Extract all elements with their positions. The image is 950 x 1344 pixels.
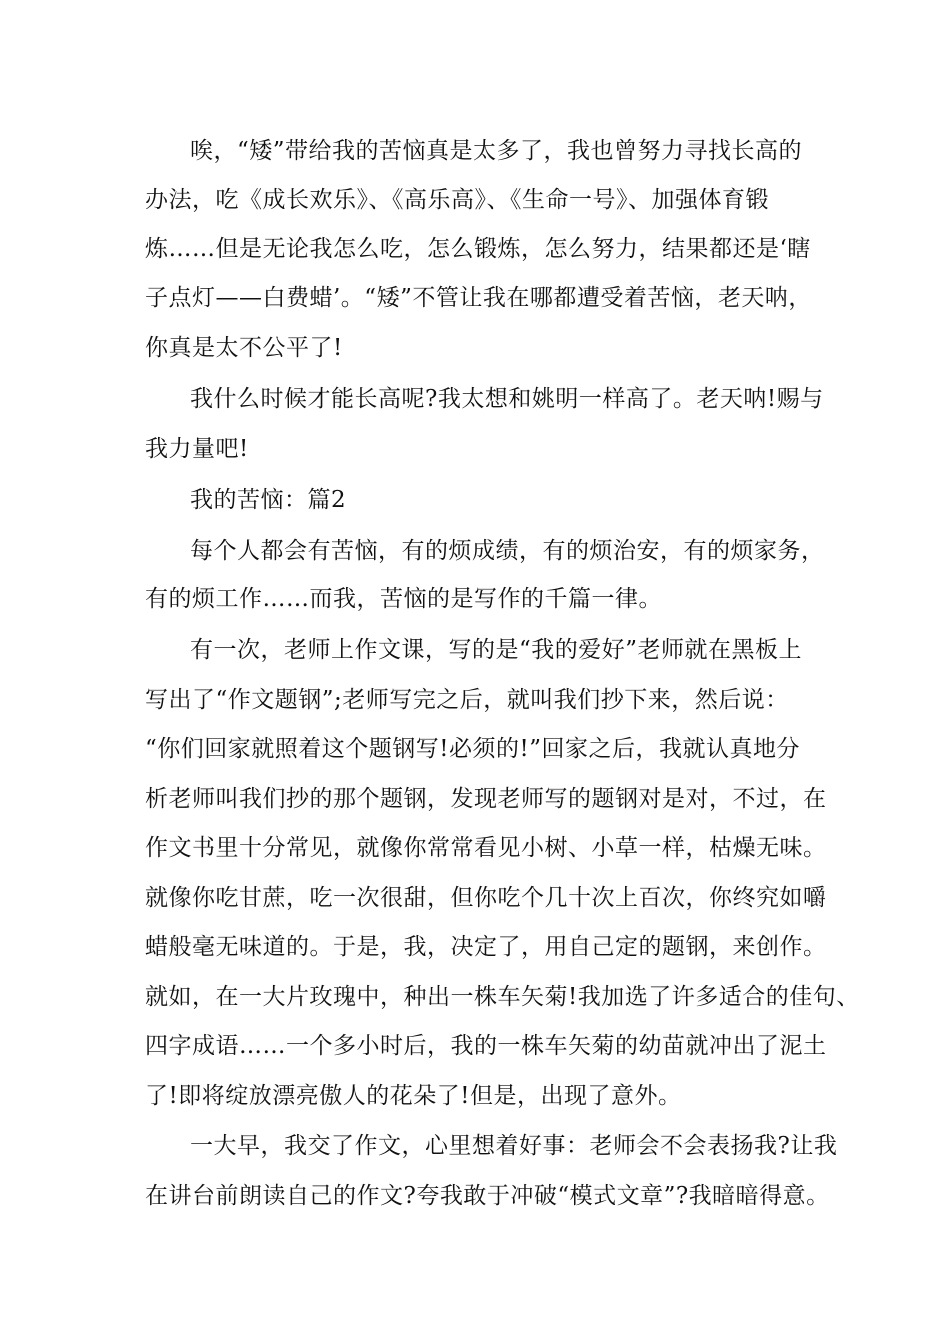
- text-line: 作文书里十分常见，就像你常常看见小树、小草一样，枯燥无味。: [145, 835, 827, 861]
- text-line: 就像你吃甘蔗，吃一次很甜，但你吃个几十次上百次，你终究如嚼: [145, 885, 827, 911]
- text-line: 了!即将绽放漂亮傲人的花朵了!但是，出现了意外。: [145, 1083, 682, 1109]
- text-line: 办法，吃《成长欢乐》、《高乐高》、《生命一号》、加强体育锻: [145, 187, 769, 213]
- section-heading: 我的苦恼：篇2: [190, 487, 347, 513]
- text-line: 唉，“矮”带给我的苦恼真是太多了，我也曾努力寻找长高的: [190, 138, 803, 164]
- text-line: 每个人都会有苦恼，有的烦成绩，有的烦治安，有的烦家务，: [190, 538, 825, 564]
- text-line: 在讲台前朗读自己的作文?夸我敢于冲破“模式文章”?我暗暗得意。: [145, 1183, 830, 1209]
- text-line: 有的烦工作……而我，苦恼的是写作的千篇一律。: [145, 586, 662, 612]
- text-line: 一大早，我交了作文，心里想着好事：老师会不会表扬我?让我: [190, 1133, 838, 1159]
- text-line: 蜡般毫无味道的。于是，我，决定了，用自己定的题钢，来创作。: [145, 934, 827, 960]
- text-line: 子点灯——白费蜡’。“矮”不管让我在哪都遭受着苦恼，老天呐，: [145, 285, 812, 311]
- text-line: 炼……但是无论我怎么吃，怎么锻炼，怎么努力，结果都还是‘瞎: [145, 236, 811, 262]
- text-line: 我力量吧!: [145, 436, 249, 462]
- text-line: 四字成语……一个多小时后，我的一株车矢菊的幼苗就冲出了泥土: [145, 1033, 827, 1059]
- text-line: 你真是太不公平了!: [145, 335, 343, 361]
- text-line: 我什么时候才能长高呢?我太想和姚明一样高了。老天呐!赐与: [190, 386, 824, 412]
- text-line: 就如，在一大片玫瑰中，种出一株车矢菊!我加选了许多适合的佳句、: [145, 984, 860, 1010]
- text-line: 有一次，老师上作文课，写的是“我的爱好”老师就在黑板上: [190, 637, 803, 663]
- text-line: 写出了“作文题钢”;老师写完之后，就叫我们抄下来，然后说：: [145, 687, 789, 713]
- text-line: “你们回家就照着这个题钢写!必须的!”回家之后，我就认真地分: [145, 736, 801, 762]
- text-line: 析老师叫我们抄的那个题钢，发现老师写的题钢对是对，不过，在: [145, 786, 827, 812]
